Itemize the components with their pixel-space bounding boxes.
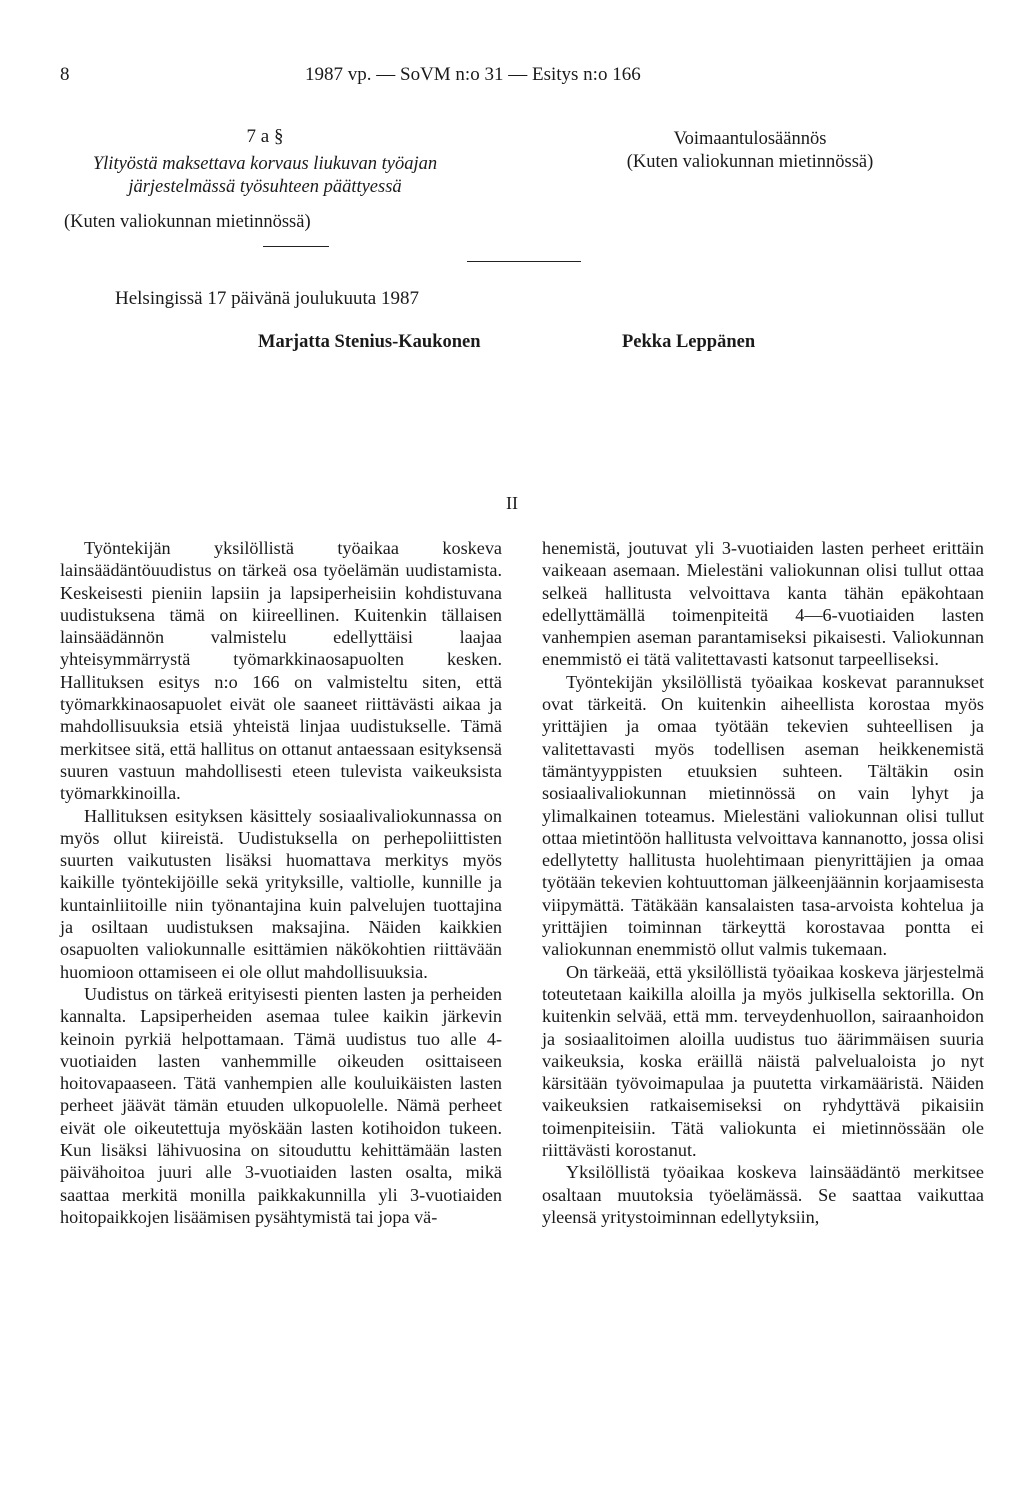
paragraph: On tärkeää, että yksilöllistä työaikaa koskeva järjestelmä toteutetaan kaikilla aloilla ja myös julkisella sektorilla. On kuitenkin selvää, että mm. terveydenhuollon, sairaanhoidon ja sosiaalitoimen aloilla uudistus tuo äärimmäisen suuria vaikeuksia, koska eräillä näistä palvelualoista jo nyt kärsitään työvoimapulaa ja puutetta virkamääristä. Näiden vaikeuksien ratkaisemiseksi on ryhdyttävä pikaisiin toimenpiteisiin. Tätä valiokunta ei mietinnössään ole riittävästi korostanut. [542,961,984,1161]
place-date: Helsingissä 17 päivänä joulukuuta 1987 [115,288,419,309]
signer-1: Marjatta Stenius-Kaukonen [258,332,481,352]
left-column-text [60,537,502,1228]
section-number: 7 a § [246,126,284,147]
committee-note-left: (Kuten valiokunnan mietinnössä) [64,212,311,232]
paragraph: Työntekijän yksilöllistä työaikaa koskevat parannukset ovat tärkeitä. On kuitenkin aiheellista korostaa myös yrittäjien ja omaa työtään tekevien suhteellisen ja valitettavasti myös todellisen aseman heikkenemistä tämäntyyppisten etuuksien suhteen. Tältäkin osin sosiaalivaliokunnan mietinnössä on vain lyhyt ja ylimalkainen toteamus. Mielestäni valiokunnan olisi tullut ottaa mietintöön hallitusta velvoittava kannanotto, jossa olisi edellytetty hallitusta huolehtimaan pienyrittäjien ja omaa työtään tekevien kohtuuttoman jälkeenjäännin korjaamisesta viipymättä. Tätäkään kansalaisten tasa-arvoista kohtelua ja yrittäjien toiminnan tärkeyttä korostavaa pontta ei valiokunnan enemmistö ollut valmis tukemaan. [542,671,984,960]
section-title [60,153,470,199]
paragraph: Yksilöllistä työaikaa koskeva lainsäädäntö merkitsee osaltaan muutoksia työelämässä. Se saattaa vaikuttaa yleensä yritystoiminnan edellytyksiin, [542,1162,984,1227]
section-title-line-1: Ylityöstä maksettava korvaus liukuvan työajan [92,154,438,174]
paragraph: Työntekijän yksilöllistä työaikaa koskeva lainsäädäntöuudistus on tärkeä osa työelämän uudistamista. Keskeisesti pieniin lapsiin ja lapsiperheisiin kohdistuvana uudistuksena tämä on kiireellinen. Kuitenkin tällaisen lainsäädännön valmistelu edellyttäisi laajaa yhteisymmärrystä työmarkkinaosapuolten kesken. Hallituksen esitys n:o 166 on valmisteltu siten, että työmarkkinaosapuolet eivät ole saaneet riittävästi aikaa ja mahdollisuuksia etsiä yhteistä linjaa uudistukselle. Tämä merkitsee sitä, että hallitus on ottanut antaessaan esityksensä suuren vastuun mahdollisesti eteen tulevista vaikeuksista työmarkkinoilla. [60,538,502,804]
right-column-text [542,537,984,1228]
paragraph: Uudistus on tärkeä erityisesti pienten lasten ja perheiden kannalta. Lapsiperheiden asemaa tulee kaikin järkevin keinoin pyrkiä helpottamaan. Tämä uudistus tuo alle 4-vuotiaiden lasten vanhemmille oikeuden osittaiseen hoitovapaaseen. Tätä vanhempien alle kouluikäisten lasten perheet jäävät tämän etuuden ulkopuolelle. Nämä perheet eivät ole oikeutettuja myöskään lasten kotihoidon tukeen. Kun lisäksi lähivuosina on sitouduttu kehittämään lasten päivähoitoa juuri alle 3-vuotiaiden lasten osalta, mikä saattaa merkitä monilla paikkakunnilla yli 3-vuotiaiden hoitopaikkojen lisäämisen pysähtymistä tai jopa vä- [60,983,502,1227]
page-number: 8 [60,64,70,85]
paragraph: henemistä, joutuvat yli 3-vuotiaiden lasten perheet erittäin vaikeaan asemaan. Mielestäni valiokunnan olisi tullut ottaa selkeä hallitusta velvoittava kanta tähän epäkohtaan edellyttämällä toimenpiteitä 4—6-vuotiaiden lasten vanhempien aseman parantamiseksi pikaisesti. Valiokunnan enemmistö ei tätä valitettavasti katsonut tarpeelliseksi. [542,538,984,670]
paragraph: Hallituksen esityksen käsittely sosiaalivaliokunnassa on myös ollut kiireistä. Uudistuksella on perhepoliittisten suurten vaikutusten lisäksi huomattava merkitys myös kaikille työntekijöille sekä yrityksille, valtiolle, kunnille ja kuntainliitoille niin työnantajina kuin palvelujen tuottajina ja osiltaan uudistuksen maksajina. Näiden kaikkien osapuolten valiokunnalle esittämien näkökohtien riittävään huomioon ottamiseen ei ole ollut mahdollisuuksia. [60,805,502,982]
entry-into-force-heading [540,128,960,174]
divider-right [467,261,581,262]
signer-2: Pekka Leppänen [622,332,756,352]
committee-note-right: (Kuten valiokunnan mietinnössä) [626,152,874,172]
section-heading-ii: II [506,493,518,513]
divider-left [263,246,329,247]
running-head: 1987 vp. — SoVM n:o 31 — Esitys n:o 166 [305,64,641,85]
section-title-line-2: järjestelmässä työsuhteen päättyessä [128,177,402,197]
section-7a-heading [60,125,470,234]
entry-into-force-title: Voimaantulosäännös [673,129,827,149]
